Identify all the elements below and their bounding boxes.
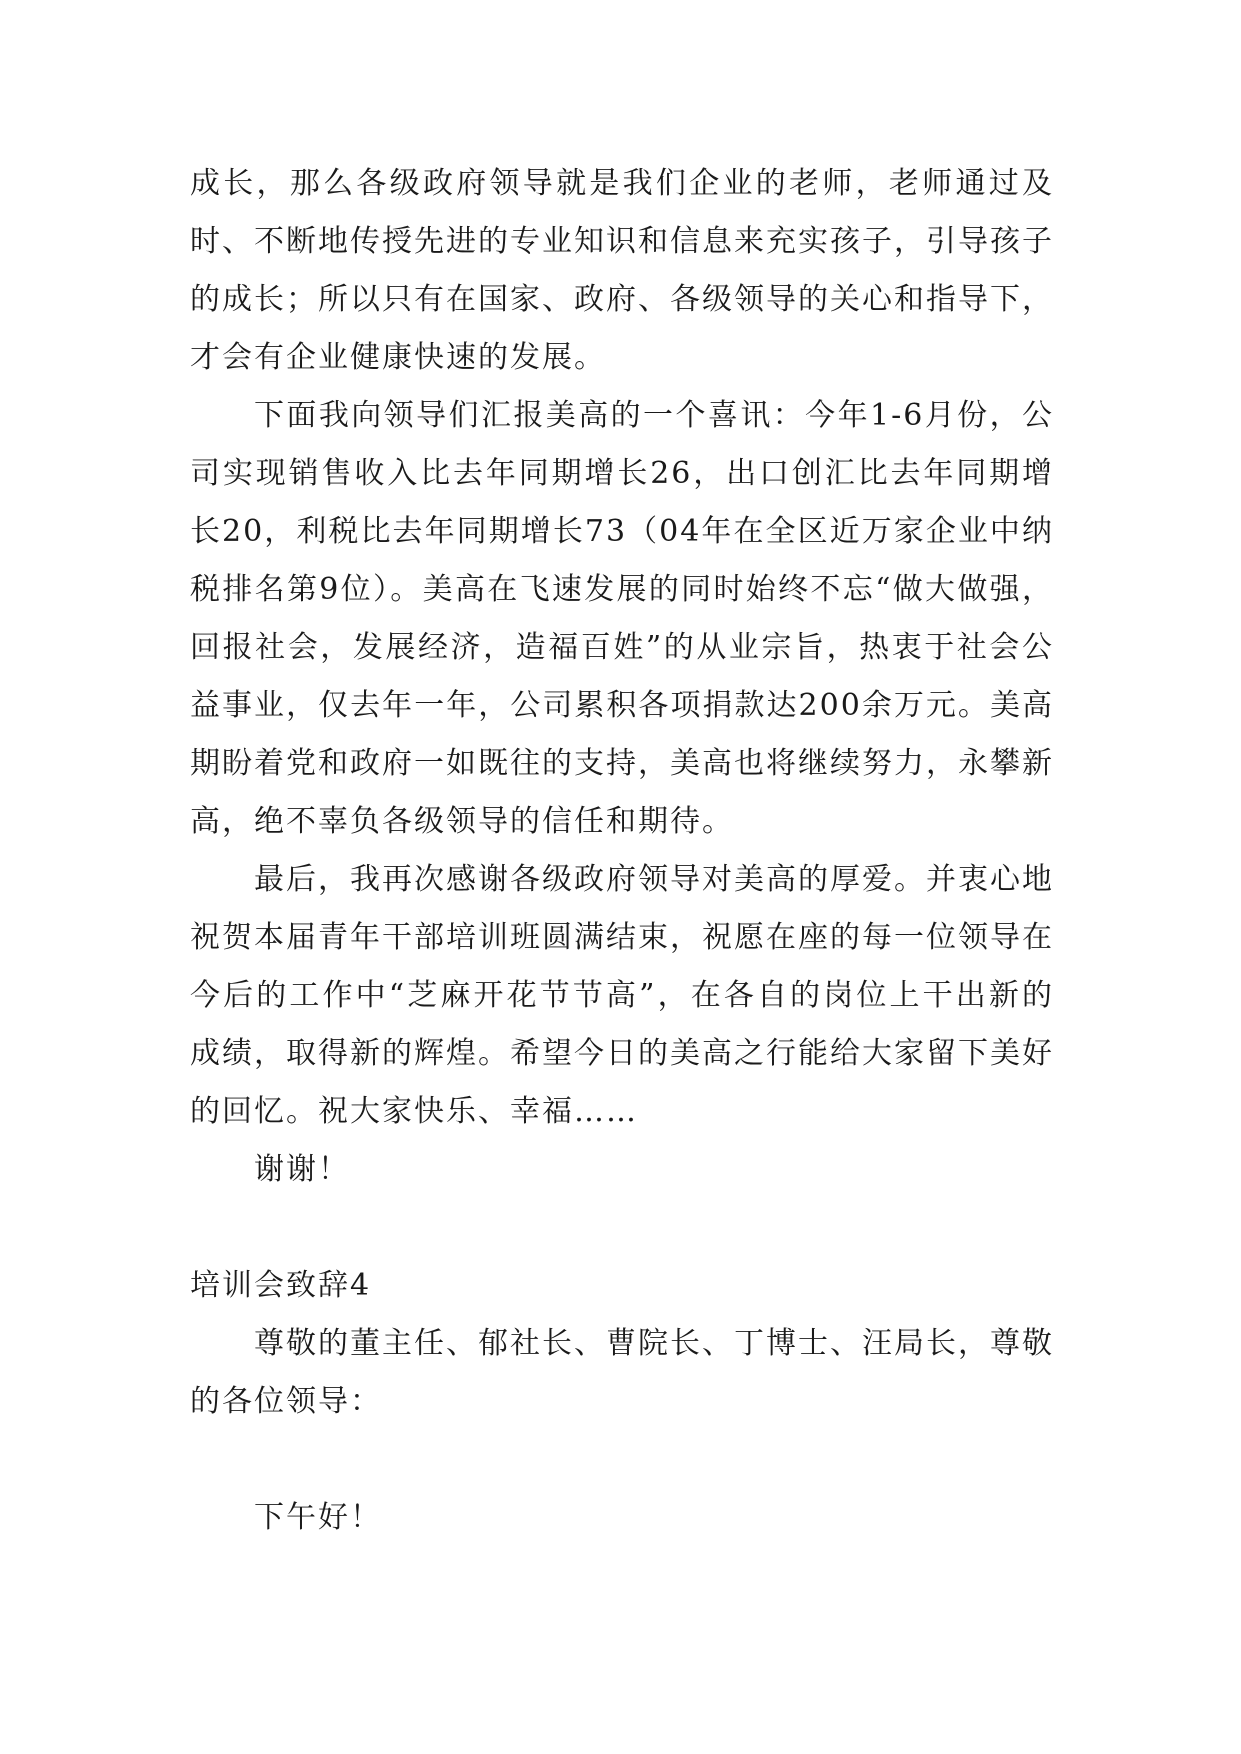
- paragraph-salutation: 尊敬的董主任、郁社长、曹院长、丁博士、汪局长，尊敬的各位领导：: [190, 1326, 1054, 1419]
- document-page: [190, 155, 1054, 1547]
- paragraph-thank-you: 谢谢！: [254, 1152, 350, 1187]
- paragraph-good-news-report: 下面我向领导们汇报美高的一个喜讯：今年1-6月份，公司实现销售收入比去年同期增长26，出口创汇比去年同期增长20，利税比去年同期增长73（04年在全区近万家企业中纳税排名第9位）。美高在飞速发展的同时始终不忘“做大做强，回报社会，发展经济，造福百姓”的从业宗旨，热衷于社会公益事业，仅去年一年，公司累积各项捐款达200余万元。美高期盼着党和政府一如既往的支持，美高也将继续努力，永攀新高，绝不辜负各级领导的信任和期待。: [190, 398, 1054, 839]
- paragraph-greeting: 下午好！: [254, 1500, 382, 1535]
- section-heading: 培训会致辞4: [190, 1268, 372, 1303]
- paragraph-closing-thanks: 最后，我再次感谢各级政府领导对美高的厚爱。并衷心地祝贺本届青年干部培训班圆满结束，祝愿在座的每一位领导在今后的工作中“芝麻开花节节高”，在各自的岗位上干出新的成绩，取得新的辉煌。希望今日的美高之行能给大家留下美好的回忆。祝大家快乐、幸福……: [190, 862, 1054, 1129]
- paragraph-intro-continuation: 成长，那么各级政府领导就是我们企业的老师，老师通过及时、不断地传授先进的专业知识和信息来充实孩子，引导孩子的成长；所以只有在国家、政府、各级领导的关心和指导下，才会有企业健康快速的发展。: [190, 166, 1054, 375]
